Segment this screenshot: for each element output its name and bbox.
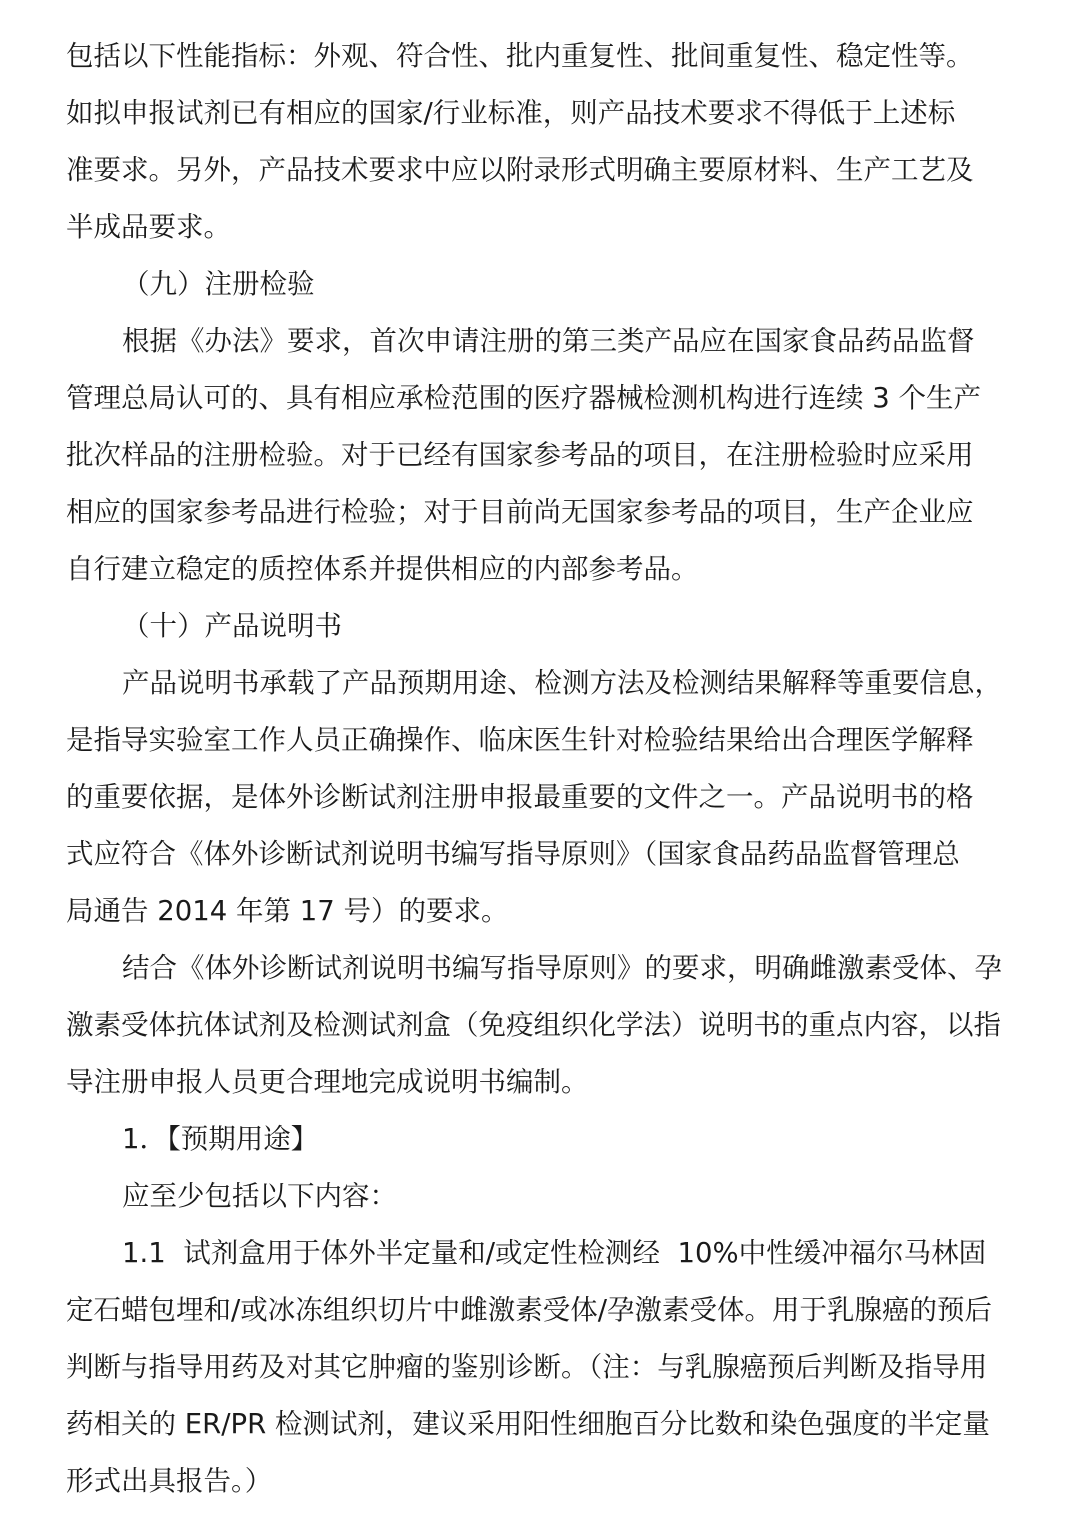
paragraph-line: 批次样品的注册检验。对于已经有国家参考品的项目，在注册检验时应采用: [66, 439, 974, 471]
paragraph-line: 式应符合《体外诊断试剂说明书编写指导原则》（国家食品药品监督管理总: [66, 838, 960, 870]
paragraph-line: 自行建立稳定的质控体系并提供相应的内部参考品。: [66, 553, 699, 585]
paragraph-line: 相应的国家参考品进行检验；对于目前尚无国家参考品的项目，生产企业应: [66, 496, 974, 528]
paragraph-line: 定石蜡包埋和/或冰冻组织切片中雌激素受体/孕激素受体。用于乳腺癌的预后: [66, 1294, 993, 1326]
paragraph-line: 局通告 2014 年第 17 号）的要求。: [66, 895, 509, 927]
paragraph-line: 应至少包括以下内容：: [122, 1180, 397, 1212]
paragraph-line: 判断与指导用药及对其它肿瘤的鉴别诊断。（注：与乳腺癌预后判断及指导用: [66, 1351, 988, 1383]
paragraph-line: 根据《办法》要求，首次申请注册的第三类产品应在国家食品药品监督: [122, 325, 975, 357]
paragraph-line: 半成品要求。: [66, 211, 231, 243]
paragraph-line: 药相关的 ER/PR 检测试剂，建议采用阳性细胞百分比数和染色强度的半定量: [66, 1408, 990, 1440]
paragraph-line: 1.1 试剂盒用于体外半定量和/或定性检测经 10%中性缓冲福尔马林固: [122, 1237, 987, 1269]
section-heading-registration-test: （九）注册检验: [122, 268, 315, 300]
paragraph-line: 激素受体抗体试剂及检测试剂盒（免疫组织化学法）说明书的重点内容，以指: [66, 1009, 1001, 1041]
paragraph-line: 包括以下性能指标：外观、符合性、批内重复性、批间重复性、稳定性等。: [66, 40, 974, 72]
paragraph-line: 产品说明书承载了产品预期用途、检测方法及检测结果解释等重要信息，: [122, 667, 1002, 699]
section-heading-product-manual: （十）产品说明书: [122, 610, 342, 642]
paragraph-line: 结合《体外诊断试剂说明书编写指导原则》的要求，明确雌激素受体、孕: [122, 952, 1002, 984]
paragraph-line: 管理总局认可的、具有相应承检范围的医疗器械检测机构进行连续 3 个生产: [66, 382, 981, 414]
section-heading-intended-use: 1．【预期用途】: [122, 1123, 319, 1155]
paragraph-line: 准要求。另外，产品技术要求中应以附录形式明确主要原材料、生产工艺及: [66, 154, 974, 186]
paragraph-line: 是指导实验室工作人员正确操作、临床医生针对检验结果给出合理医学解释: [66, 724, 974, 756]
document-page: [66, 28, 1016, 1510]
paragraph-line: 的重要依据，是体外诊断试剂注册申报最重要的文件之一。产品说明书的格: [66, 781, 974, 813]
paragraph-line: 导注册申报人员更合理地完成说明书编制。: [66, 1066, 589, 1098]
paragraph-line: 如拟申报试剂已有相应的国家/行业标准，则产品技术要求不得低于上述标: [66, 97, 956, 129]
paragraph-line: 形式出具报告。）: [66, 1465, 273, 1497]
